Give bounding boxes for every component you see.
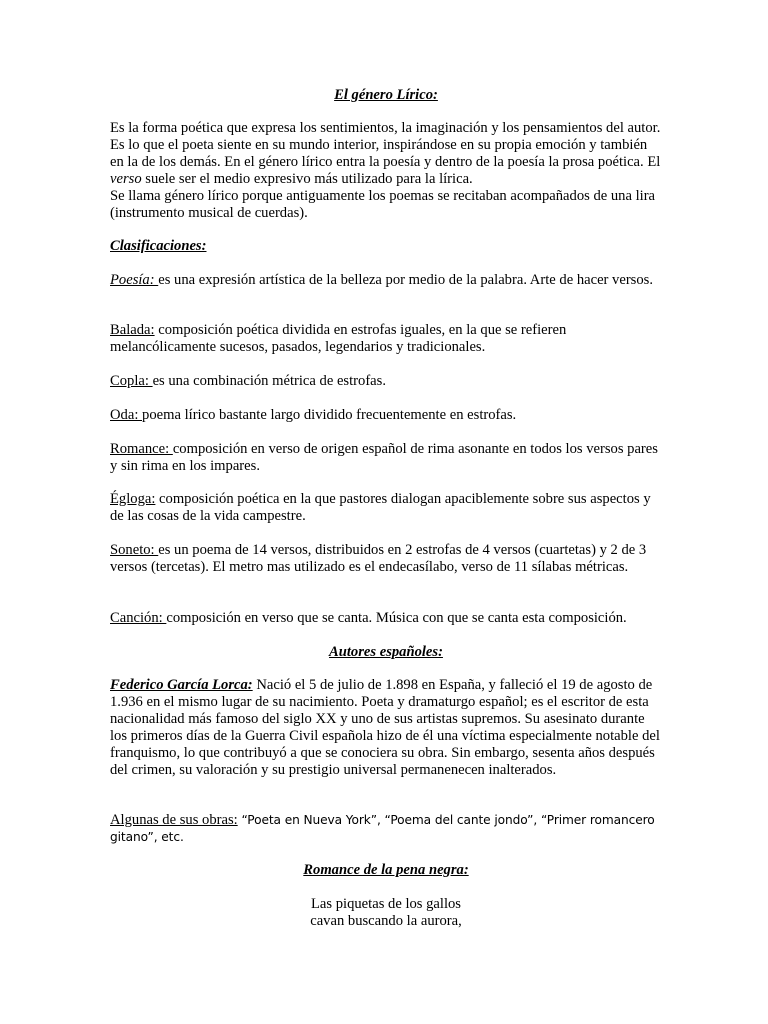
poem-line: Las piquetas de los gallos (311, 896, 461, 912)
lorca-bio (110, 677, 662, 779)
poem-title: Romance de la pena negra: (303, 862, 469, 878)
definition-copla-text: es una combinación métrica de estrofas. (152, 373, 386, 389)
term-egloga: Égloga: (110, 491, 156, 507)
intro-verso-word: verso (110, 171, 142, 187)
poem-line: cavan buscando la aurora, (310, 913, 462, 929)
definition-oda-text: poema lírico bastante largo dividido frecuentemente en estrofas. (142, 407, 517, 423)
definition-balada-text: composición poética dividida en estrofas iguales, en la que se refieren melancólicamente sucesos, pasados, legendarios y tradicionales. (110, 322, 567, 355)
term-soneto: Soneto: (110, 542, 159, 558)
works-label: Algunas de sus obras: (110, 812, 238, 828)
works-list: “Poeta en Nueva York”, “Poema del cante jondo”, “Primer romancero gitano”, etc. (110, 813, 655, 844)
intro-lira-line: Se llama género lírico porque antiguamente los poemas se recitaban acompañados de una lira (instrumento musical de cuerdas). (110, 188, 656, 221)
definition-balada (110, 322, 662, 356)
definition-poesia-text: es una expresión artística de la belleza por medio de la palabra. Arte de hacer versos. (158, 272, 653, 288)
definition-romance-text: composición en verso de origen español de rima asonante en todos los versos pares y sin rima en los impares. (110, 441, 658, 474)
intro-text-2: suele ser el medio expresivo más utilizado para la lírica. (141, 171, 473, 187)
definition-oda (110, 407, 662, 424)
term-poesia: Poesía: (110, 272, 159, 288)
authors-heading: Autores españoles: (329, 644, 443, 660)
term-balada: Balada: (110, 322, 155, 338)
intro-text-1: Es la forma poética que expresa los sentimientos, la imaginación y los pensamientos del autor. Es lo que el poeta siente en su mundo interior, inspirándose en su propia emoción y también en la de los demás. En el género lírico entra la poesía y dentro de la poesía la prosa poética. El (110, 120, 661, 170)
term-copla: Copla: (110, 373, 153, 389)
term-oda: Oda: (110, 407, 143, 423)
term-romance: Romance: (110, 441, 173, 457)
intro-paragraph (110, 120, 662, 222)
lorca-bio-text: Nació el 5 de julio de 1.898 en España, y falleció el 19 de agosto de 1.936 en el mismo lugar de su nacimiento. Poeta y dramaturgo español; es el escritor de esta nacionalidad más famoso del siglo XX y uno de sus artistas supremos. Su asesinato durante los primeros días de la Guerra Civil española hizo de él una víctima especialmente notable del franquismo, lo que contribuyó a que se conociera su obra. Sin embargo, sesenta años después del crimen, su valoración y su prestigio universal permanenecen inalterados. (110, 677, 660, 778)
term-cancion: Canción: (110, 610, 167, 626)
lorca-name: Federico García Lorca: (110, 677, 253, 693)
definition-cancion-text: composición en verso que se canta. Música con que se canta esta composición. (166, 610, 627, 626)
definition-romance (110, 441, 662, 475)
definition-soneto (110, 542, 662, 576)
definition-cancion (110, 610, 662, 627)
poem-verses (110, 896, 662, 930)
definition-egloga (110, 491, 662, 525)
definition-egloga-text: composición poética en la que pastores dialogan apaciblemente sobre sus aspectos y de las cosas de la vida campestre. (110, 491, 651, 524)
definition-copla (110, 373, 662, 390)
page-title: El género Lírico: (334, 87, 438, 103)
definition-poesia (110, 272, 662, 289)
classifications-heading: Clasificaciones: (110, 238, 207, 254)
lorca-works (110, 812, 662, 846)
definition-soneto-text: es un poema de 14 versos, distribuidos en 2 estrofas de 4 versos (cuartetas) y 2 de 3 versos (tercetas). El metro mas utilizado es el endecasílabo, verso de 11 sílabas métricas. (110, 542, 647, 575)
